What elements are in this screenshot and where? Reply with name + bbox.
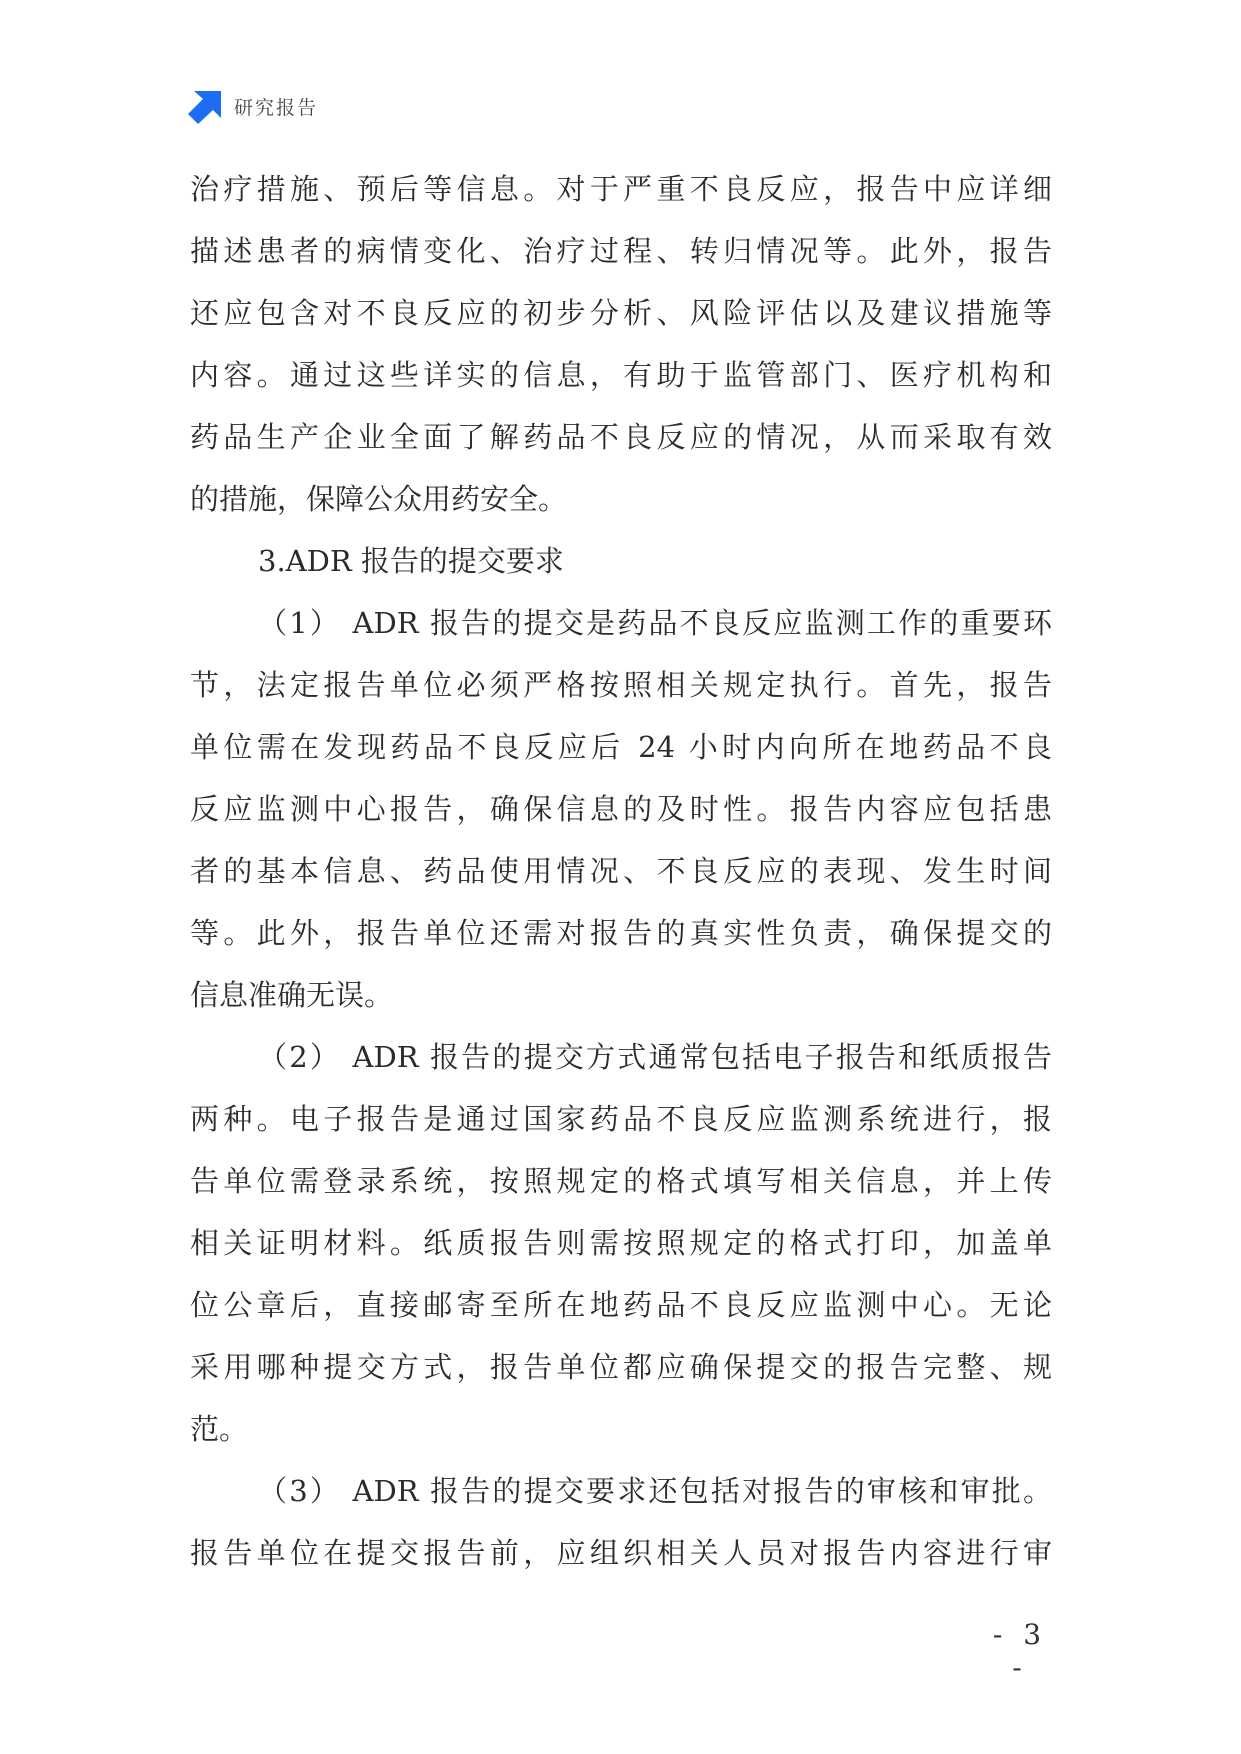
paragraph-line: （3） ADR 报告的提交要求还包括对报告的审核和审批。: [258, 1474, 1052, 1508]
paragraph-line: 描述患者的病情变化、治疗过程、转归情况等。此外，报告: [190, 234, 1052, 268]
paragraph-line: 还应包含对不良反应的初步分析、风险评估以及建议措施等: [190, 296, 1052, 330]
arrow-logo-icon: [188, 88, 224, 124]
paragraph-line: 报告单位在提交报告前，应组织相关人员对报告内容进行审: [190, 1536, 1052, 1570]
paragraph-line: 位公章后，直接邮寄至所在地药品不良反应监测中心。无论: [190, 1288, 1052, 1322]
page-number: - 3 -: [992, 1618, 1048, 1684]
header-title: 研究报告: [234, 96, 319, 119]
paragraph-line: 内容。通过这些详实的信息，有助于监管部门、医疗机构和: [190, 358, 1052, 392]
paragraph-line: 等。此外，报告单位还需对报告的真实性负责，确保提交的: [190, 916, 1052, 950]
document-body: [190, 158, 1052, 1584]
paragraph-line: 者的基本信息、药品使用情况、不良反应的表现、发生时间: [190, 854, 1052, 888]
paragraph-line: 相关证明材料。纸质报告则需按照规定的格式打印，加盖单: [190, 1226, 1052, 1260]
paragraph-line: （2） ADR 报告的提交方式通常包括电子报告和纸质报告: [258, 1040, 1052, 1074]
paragraph-line: 的措施，保障公众用药安全。: [190, 482, 568, 516]
paragraph-line: 药品生产企业全面了解药品不良反应的情况，从而采取有效: [190, 420, 1052, 454]
paragraph-line: 告单位需登录系统，按照规定的格式填写相关信息，并上传: [190, 1164, 1052, 1198]
paragraph-line: 反应监测中心报告，确保信息的及时性。报告内容应包括患: [190, 792, 1052, 826]
section-heading: 3.ADR 报告的提交要求: [258, 544, 564, 578]
page-header: [188, 88, 318, 124]
paragraph-line: 两种。电子报告是通过国家药品不良反应监测系统进行，报: [190, 1102, 1052, 1136]
paragraph-line: 节，法定报告单位必须严格按照相关规定执行。首先，报告: [190, 668, 1052, 702]
paragraph-line: 范。: [190, 1412, 249, 1446]
paragraph-line: 治疗措施、预后等信息。对于严重不良反应，报告中应详细: [190, 172, 1052, 206]
paragraph-line: 采用哪种提交方式，报告单位都应确保提交的报告完整、规: [190, 1350, 1052, 1384]
paragraph-line: 单位需在发现药品不良反应后 24 小时内向所在地药品不良: [190, 730, 1052, 764]
paragraph-line: 信息准确无误。: [190, 978, 394, 1012]
paragraph-line: （1） ADR 报告的提交是药品不良反应监测工作的重要环: [258, 606, 1052, 640]
